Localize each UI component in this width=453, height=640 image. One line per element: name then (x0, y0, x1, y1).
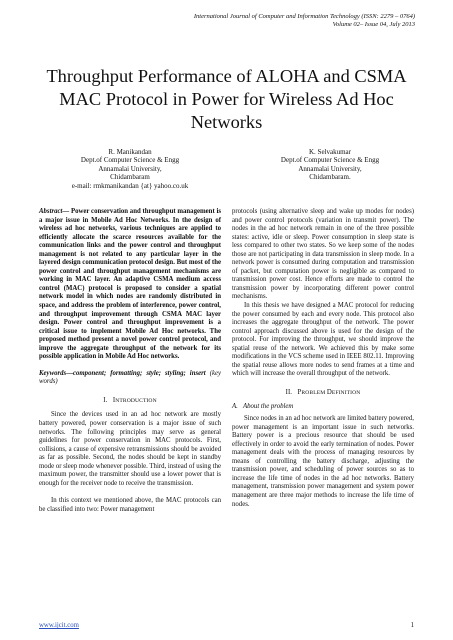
author-block-1 (55, 148, 205, 190)
paper-title: Throughput Performance of ALOHA and CSMA MAC Protocol in Power for Wireless Ad Hoc Networks (46, 66, 407, 132)
author-university: Annamalai University, (298, 164, 362, 173)
left-column (39, 208, 221, 515)
intro-paragraph-2: In this context we mentioned above, the MAC protocols can be classified into two: Power management (39, 497, 221, 513)
section-heading-introduction (39, 397, 221, 406)
section-first-letter: I (112, 396, 116, 404)
section-numeral: I. (103, 396, 108, 404)
abstract (39, 208, 221, 362)
author-name: R. Manikandan (108, 148, 152, 156)
author-email: e-mail: rmkmanikandan {at} yahoo.co.uk (71, 181, 189, 190)
author-city: Chidambaram. (309, 173, 351, 182)
author-dept: Dept.of Computer Science & Engg (280, 156, 380, 165)
journal-header (85, 13, 415, 29)
author-name: K. Selvakumar (309, 148, 351, 156)
footer-journal-link[interactable]: www.ijcit.com (39, 622, 79, 629)
journal-name: International Journal of Computer and Information Technology (ISSN: 2279 – 0764) (193, 13, 415, 20)
right-column (232, 208, 414, 509)
author-block-2 (255, 148, 405, 182)
section-first-letter-a: P (297, 388, 302, 396)
section-title-rest: NTRODUCTION (115, 397, 157, 404)
intro-paragraph-3: protocols (using alternative sleep and wake up modes for nodes) and power control protocols (variation in transmit power). The nodes in the ad hoc network remain in one of the three possible states: active, idle or sleep. Power consumption in sleep state is less compared to other two states. So we keep some of the nodes those are not participating in data transmission in sleep mode. In a network power is consumed during computation and transmission of packet, but computation power is negligible as compared to transmission power cost. Hence efforts are made to control the transmission power by incorporating different power control mechanisms. (232, 208, 414, 301)
author-dept: Dept.of Computer Science & Engg (80, 156, 180, 165)
intro-paragraph-4: In this thesis we have designed a MAC protocol for reducing the power consumed by each and every node. This protocol also increases the aggregate throughput of the network. The power control approach discussed above is used for the design of the protocol. For improving the throughput, we should improve the spatial reuse of the network. We achieved this by make some modifications in the VCS scheme used in IEEE 802.11. Improving the spatial reuse allows more nodes to send frames at a time and which will increase the overall throughput of the network. (232, 302, 414, 378)
abstract-text: Power conservation and throughput management is a major issue in Mobile Ad Hoc Networks. In the design of wireless ad hoc networks, various techniques are applied to efficiently allocate the scarce resources available for the communication links and the power control and throughput management is not related to any particular layer in the layered design communication protocol design. But most of the power control and throughput management mechanisms are working in MAC layer. An adaptive CSMA medium access control (MAC) protocol is proposed to consider a spatial network model in which nodes are randomly distributed in space, and address the problem of interference, power control, and throughput improvement through CSMA MAC layer design. Power control and throughput improvement is a critical issue to implement Mobile Ad Hoc networks. The proposed method present a novel power control protocol, and improve the aggregate throughput of the network for its possible application in Mobile Ad Hoc networks. (39, 208, 221, 361)
section-title-rest-a: ROBLEM (301, 389, 327, 396)
abstract-label: Abstract— (39, 208, 70, 215)
author-university: Annamalai University, (98, 164, 162, 173)
problem-paragraph-1: Since nodes in an ad hoc network are limited battery powered, power management is an important issue in such networks. Battery power is a precious resource that should be used effectively in order to avoid the early termination of nodes. Power management deals with the process of managing resources by means of controlling the battery discharge, adjusting the transmission power, and scheduling of power sources so as to increase the life time of nodes in the ad hoc networks. Battery management, transmission power management and system power management are three major methods to increase the life time of nodes. (232, 415, 414, 508)
subsection-title: About the problem (242, 403, 294, 411)
intro-paragraph-1: Since the devices used in an ad hoc network are mostly battery powered, power conservation is a major issue of such networks. The following principles may serve as general guidelines for power conservation in MAC protocols. First, collisions, a cause of expensive retransmissions should be avoided as far as possible. Second, the nodes should be kept in standby mode or sleep mode whenever possible. Third, instead of using the maximum power, the transmitter should use a lower power that is enough for the receiver node to receive the transmission. (39, 411, 221, 487)
section-first-letter-b: D (326, 388, 332, 396)
page-number: 1 (410, 622, 414, 629)
keywords-label: Keywords—component; formatting; style; styling; insert (39, 369, 206, 377)
subsection-heading (232, 403, 414, 412)
section-numeral: II. (285, 388, 293, 396)
keywords (39, 370, 221, 387)
section-heading-problem-definition (232, 389, 414, 398)
journal-volume: Volume 02– Issue 04, July 2013 (332, 21, 415, 29)
keywords-rest: (key words) (39, 369, 222, 386)
section-title-rest-b: EFINITION (331, 389, 361, 396)
author-city: Chidambaram (110, 173, 150, 182)
subsection-label: A. (232, 403, 238, 411)
